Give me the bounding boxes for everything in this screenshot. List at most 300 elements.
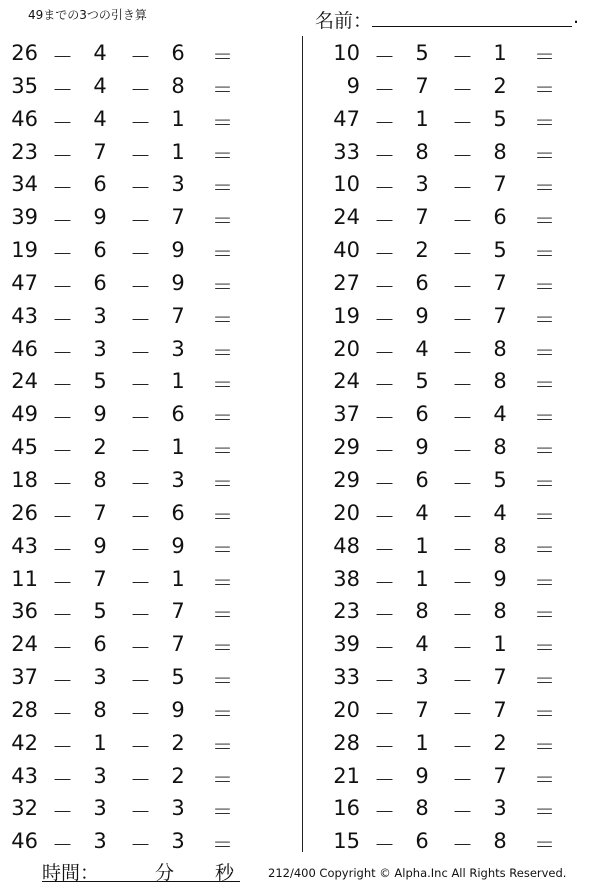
- minus-sign: －: [374, 833, 395, 858]
- minus-sign: －: [52, 767, 73, 792]
- equals-sign: ＝: [212, 110, 233, 135]
- minus-sign: －: [130, 439, 151, 464]
- subtrahend-1: 6: [93, 632, 107, 657]
- minuend: 48: [333, 533, 360, 558]
- minus-sign: －: [374, 570, 395, 595]
- subtrahend-1: 1: [93, 730, 107, 755]
- equals-sign: ＝: [212, 537, 233, 562]
- subtrahend-2: 7: [493, 665, 507, 690]
- minus-sign: －: [452, 77, 473, 102]
- minus-sign: －: [52, 373, 73, 398]
- subtrahend-2: 5: [493, 238, 507, 263]
- subtrahend-1: 4: [415, 500, 429, 525]
- minus-sign: －: [374, 471, 395, 496]
- subtrahend-1: 1: [415, 566, 429, 591]
- minuend: 37: [11, 665, 38, 690]
- name-label: 名前：: [315, 10, 373, 32]
- subtrahend-2: 8: [493, 829, 507, 854]
- minus-sign: －: [130, 570, 151, 595]
- equals-sign: ＝: [534, 439, 555, 464]
- minus-sign: －: [452, 176, 473, 201]
- minuend: 46: [11, 829, 38, 854]
- minuend: 38: [333, 566, 360, 591]
- subtrahend-1: 1: [415, 106, 429, 131]
- minuend: 40: [333, 238, 360, 263]
- minus-sign: －: [374, 45, 395, 69]
- minus-sign: －: [452, 406, 473, 431]
- subtrahend-1: 6: [93, 238, 107, 263]
- equals-sign: ＝: [212, 340, 233, 365]
- minus-sign: －: [374, 176, 395, 201]
- subtrahend-2: 7: [171, 632, 185, 657]
- subtrahend-2: 6: [493, 205, 507, 230]
- subtrahend-1: 6: [415, 467, 429, 492]
- minus-sign: －: [452, 537, 473, 562]
- subtrahend-2: 7: [493, 172, 507, 197]
- minus-sign: －: [52, 636, 73, 661]
- minus-sign: －: [52, 176, 73, 201]
- subtrahend-2: 7: [493, 303, 507, 328]
- subtrahend-1: 3: [93, 796, 107, 821]
- minuend: 24: [11, 369, 38, 394]
- subtrahend-1: 9: [93, 402, 107, 427]
- minus-sign: －: [130, 176, 151, 201]
- equals-sign: ＝: [212, 242, 233, 267]
- equals-sign: ＝: [534, 143, 555, 168]
- minus-sign: －: [130, 274, 151, 299]
- minuend: 10: [333, 172, 360, 197]
- minuend: 36: [11, 599, 38, 624]
- subtrahend-2: 6: [171, 41, 185, 65]
- subtrahend-2: 7: [493, 697, 507, 722]
- subtrahend-2: 8: [493, 369, 507, 394]
- subtrahend-1: 7: [93, 500, 107, 525]
- minus-sign: －: [130, 471, 151, 496]
- subtrahend-1: 3: [415, 172, 429, 197]
- equals-sign: ＝: [212, 767, 233, 792]
- subtrahend-1: 4: [93, 41, 107, 65]
- subtrahend-1: 7: [93, 566, 107, 591]
- minus-sign: －: [130, 242, 151, 267]
- minus-sign: －: [374, 439, 395, 464]
- minus-sign: －: [130, 669, 151, 694]
- subtrahend-1: 8: [93, 467, 107, 492]
- subtrahend-2: 1: [171, 139, 185, 164]
- equals-sign: ＝: [534, 242, 555, 267]
- minuend: 49: [11, 402, 38, 427]
- time-label: 時間：: [42, 862, 100, 884]
- minus-sign: －: [374, 307, 395, 332]
- minuend: 35: [11, 73, 38, 98]
- equals-sign: ＝: [212, 176, 233, 201]
- minuend: 33: [333, 139, 360, 164]
- subtrahend-1: 4: [93, 73, 107, 98]
- minus-sign: －: [52, 833, 73, 858]
- minus-sign: －: [374, 800, 395, 825]
- page-copyright: 212/400 Copyright © Alpha.Inc All Rights Reserved.: [268, 866, 567, 880]
- minus-sign: －: [52, 504, 73, 529]
- minus-sign: －: [52, 734, 73, 759]
- minus-sign: －: [52, 406, 73, 431]
- equals-sign: ＝: [534, 110, 555, 135]
- subtrahend-1: 4: [415, 336, 429, 361]
- subtrahend-2: 1: [171, 435, 185, 460]
- minus-sign: －: [452, 570, 473, 595]
- equals-sign: ＝: [212, 734, 233, 759]
- minus-sign: －: [130, 143, 151, 168]
- minuend: 21: [333, 763, 360, 788]
- minuend: 11: [11, 566, 38, 591]
- equals-sign: ＝: [212, 800, 233, 825]
- subtrahend-1: 9: [415, 763, 429, 788]
- equals-sign: ＝: [534, 373, 555, 398]
- minus-sign: －: [374, 669, 395, 694]
- minus-sign: －: [130, 340, 151, 365]
- equals-sign: ＝: [212, 603, 233, 628]
- minus-sign: －: [374, 701, 395, 726]
- minus-sign: －: [374, 110, 395, 135]
- subtrahend-1: 9: [93, 533, 107, 558]
- minus-sign: －: [374, 767, 395, 792]
- equals-sign: ＝: [212, 77, 233, 102]
- subtrahend-1: 4: [415, 632, 429, 657]
- minus-sign: －: [374, 636, 395, 661]
- minus-sign: －: [452, 603, 473, 628]
- minus-sign: －: [452, 274, 473, 299]
- subtrahend-1: 8: [415, 796, 429, 821]
- minus-sign: －: [130, 701, 151, 726]
- minus-sign: －: [52, 537, 73, 562]
- subtrahend-2: 7: [171, 205, 185, 230]
- equals-sign: ＝: [212, 570, 233, 595]
- minus-sign: －: [374, 242, 395, 267]
- subtrahend-1: 8: [93, 697, 107, 722]
- subtrahend-2: 1: [171, 369, 185, 394]
- name-field-line[interactable]: [372, 26, 572, 27]
- subtrahend-1: 6: [415, 402, 429, 427]
- minus-sign: －: [452, 143, 473, 168]
- subtrahend-2: 1: [171, 106, 185, 131]
- minuend: 19: [11, 238, 38, 263]
- equals-sign: ＝: [534, 406, 555, 431]
- subtrahend-2: 8: [493, 599, 507, 624]
- minus-sign: －: [452, 636, 473, 661]
- subtrahend-2: 5: [171, 665, 185, 690]
- equals-sign: ＝: [212, 373, 233, 398]
- equals-sign: ＝: [534, 471, 555, 496]
- minus-sign: －: [452, 373, 473, 398]
- subtrahend-1: 8: [415, 599, 429, 624]
- minuend: 18: [11, 467, 38, 492]
- minus-sign: －: [374, 143, 395, 168]
- minuend: 20: [333, 697, 360, 722]
- minus-sign: －: [52, 307, 73, 332]
- minuend: 28: [11, 697, 38, 722]
- minus-sign: －: [130, 833, 151, 858]
- equals-sign: ＝: [534, 603, 555, 628]
- minuend: 43: [11, 303, 38, 328]
- minus-sign: －: [52, 701, 73, 726]
- subtrahend-2: 5: [493, 467, 507, 492]
- minuend: 29: [333, 467, 360, 492]
- equals-sign: ＝: [212, 636, 233, 661]
- minus-sign: －: [374, 209, 395, 234]
- minuend: 20: [333, 336, 360, 361]
- minus-sign: －: [52, 274, 73, 299]
- minuend: 32: [11, 796, 38, 821]
- minus-sign: －: [130, 406, 151, 431]
- minus-sign: －: [452, 669, 473, 694]
- equals-sign: ＝: [534, 340, 555, 365]
- subtrahend-2: 7: [171, 303, 185, 328]
- equals-sign: ＝: [534, 537, 555, 562]
- minuend: 20: [333, 500, 360, 525]
- subtrahend-2: 3: [171, 796, 185, 821]
- equals-sign: ＝: [212, 439, 233, 464]
- subtrahend-2: 8: [493, 435, 507, 460]
- minuend: 42: [11, 730, 38, 755]
- minus-sign: －: [52, 143, 73, 168]
- subtrahend-2: 1: [171, 566, 185, 591]
- seconds-label: 秒: [215, 862, 235, 884]
- minus-sign: －: [374, 274, 395, 299]
- time-field-line[interactable]: [42, 881, 240, 882]
- subtrahend-2: 7: [171, 599, 185, 624]
- minuend: 24: [333, 369, 360, 394]
- minuend: 43: [11, 533, 38, 558]
- subtrahend-1: 9: [415, 303, 429, 328]
- equals-sign: ＝: [212, 143, 233, 168]
- minuend: 10: [333, 41, 360, 65]
- subtrahend-2: 3: [171, 172, 185, 197]
- equals-sign: ＝: [534, 274, 555, 299]
- minuend: 26: [11, 41, 38, 65]
- name-end-dot: .: [573, 6, 580, 28]
- minuend: 34: [11, 172, 38, 197]
- minus-sign: －: [52, 800, 73, 825]
- subtrahend-2: 6: [171, 500, 185, 525]
- minuend: 47: [11, 270, 38, 295]
- subtrahend-2: 3: [493, 796, 507, 821]
- subtrahend-1: 7: [415, 73, 429, 98]
- subtrahend-1: 6: [93, 270, 107, 295]
- subtrahend-2: 8: [493, 336, 507, 361]
- equals-sign: ＝: [534, 307, 555, 332]
- subtrahend-2: 8: [493, 139, 507, 164]
- subtrahend-1: 7: [415, 697, 429, 722]
- minus-sign: －: [52, 439, 73, 464]
- minus-sign: －: [130, 45, 151, 69]
- minus-sign: －: [130, 603, 151, 628]
- subtrahend-1: 1: [415, 533, 429, 558]
- subtrahend-2: 7: [493, 763, 507, 788]
- minus-sign: －: [374, 340, 395, 365]
- subtrahend-2: 3: [171, 829, 185, 854]
- subtrahend-2: 9: [493, 566, 507, 591]
- minus-sign: －: [52, 570, 73, 595]
- minus-sign: －: [452, 242, 473, 267]
- minus-sign: －: [452, 45, 473, 69]
- minus-sign: －: [374, 537, 395, 562]
- minus-sign: －: [452, 701, 473, 726]
- minus-sign: －: [374, 373, 395, 398]
- column-divider: [302, 36, 303, 852]
- minus-sign: －: [130, 110, 151, 135]
- minus-sign: －: [452, 734, 473, 759]
- equals-sign: ＝: [534, 767, 555, 792]
- subtrahend-1: 9: [415, 435, 429, 460]
- minus-sign: －: [130, 636, 151, 661]
- minuend: 23: [333, 599, 360, 624]
- minuend: 37: [333, 402, 360, 427]
- subtrahend-1: 6: [415, 829, 429, 854]
- subtrahend-1: 3: [93, 336, 107, 361]
- minus-sign: －: [452, 800, 473, 825]
- minus-sign: －: [374, 734, 395, 759]
- subtrahend-1: 5: [93, 599, 107, 624]
- equals-sign: ＝: [212, 833, 233, 858]
- subtrahend-1: 3: [415, 665, 429, 690]
- equals-sign: ＝: [212, 209, 233, 234]
- subtrahend-2: 7: [493, 270, 507, 295]
- subtrahend-2: 5: [493, 106, 507, 131]
- minus-sign: －: [52, 340, 73, 365]
- minuend: 39: [11, 205, 38, 230]
- subtrahend-2: 3: [171, 336, 185, 361]
- equals-sign: ＝: [212, 504, 233, 529]
- equals-sign: ＝: [534, 636, 555, 661]
- subtrahend-1: 6: [415, 270, 429, 295]
- subtrahend-1: 2: [93, 435, 107, 460]
- minus-sign: －: [130, 800, 151, 825]
- minus-sign: －: [452, 471, 473, 496]
- equals-sign: ＝: [212, 701, 233, 726]
- minuend: 24: [11, 632, 38, 657]
- equals-sign: ＝: [534, 45, 555, 69]
- equals-sign: ＝: [534, 701, 555, 726]
- subtrahend-1: 3: [93, 665, 107, 690]
- subtrahend-2: 9: [171, 238, 185, 263]
- subtrahend-1: 5: [415, 369, 429, 394]
- subtrahend-2: 8: [171, 73, 185, 98]
- subtrahend-2: 1: [493, 41, 507, 65]
- subtrahend-1: 8: [415, 139, 429, 164]
- minus-sign: －: [452, 209, 473, 234]
- minuend: 15: [333, 829, 360, 854]
- equals-sign: ＝: [212, 45, 233, 69]
- subtrahend-1: 4: [93, 106, 107, 131]
- minus-sign: －: [130, 209, 151, 234]
- minus-sign: －: [52, 242, 73, 267]
- minuend: 33: [333, 665, 360, 690]
- minus-sign: －: [452, 110, 473, 135]
- subtrahend-1: 5: [415, 41, 429, 65]
- subtrahend-1: 9: [93, 205, 107, 230]
- minus-sign: －: [452, 833, 473, 858]
- minuend: 47: [333, 106, 360, 131]
- minuend: 27: [333, 270, 360, 295]
- equals-sign: ＝: [212, 274, 233, 299]
- minus-sign: －: [52, 110, 73, 135]
- minuend: 29: [333, 435, 360, 460]
- equals-sign: ＝: [534, 833, 555, 858]
- subtrahend-1: 7: [93, 139, 107, 164]
- minuend: 43: [11, 763, 38, 788]
- minus-sign: －: [52, 471, 73, 496]
- equals-sign: ＝: [534, 176, 555, 201]
- subtrahend-1: 3: [93, 763, 107, 788]
- minus-sign: －: [374, 406, 395, 431]
- equals-sign: ＝: [534, 734, 555, 759]
- minuend: 46: [11, 336, 38, 361]
- subtrahend-2: 9: [171, 270, 185, 295]
- equals-sign: ＝: [212, 406, 233, 431]
- minus-sign: －: [452, 340, 473, 365]
- subtrahend-1: 1: [415, 730, 429, 755]
- minuend: 19: [333, 303, 360, 328]
- equals-sign: ＝: [534, 669, 555, 694]
- subtrahend-2: 4: [493, 402, 507, 427]
- minuend: 23: [11, 139, 38, 164]
- subtrahend-2: 2: [493, 73, 507, 98]
- minuend: 46: [11, 106, 38, 131]
- subtrahend-1: 2: [415, 238, 429, 263]
- minus-sign: －: [130, 373, 151, 398]
- equals-sign: ＝: [212, 471, 233, 496]
- minuend: 16: [333, 796, 360, 821]
- minus-sign: －: [52, 669, 73, 694]
- equals-sign: ＝: [534, 77, 555, 102]
- equals-sign: ＝: [534, 570, 555, 595]
- minus-sign: －: [130, 77, 151, 102]
- minuend: 9: [346, 73, 360, 98]
- minutes-label: 分: [155, 862, 175, 884]
- subtrahend-1: 3: [93, 303, 107, 328]
- minus-sign: －: [130, 767, 151, 792]
- subtrahend-2: 9: [171, 697, 185, 722]
- minus-sign: －: [52, 45, 73, 69]
- minuend: 26: [11, 500, 38, 525]
- subtrahend-2: 2: [171, 763, 185, 788]
- subtrahend-1: 3: [93, 829, 107, 854]
- subtrahend-2: 4: [493, 500, 507, 525]
- subtrahend-2: 6: [171, 402, 185, 427]
- subtrahend-2: 2: [171, 730, 185, 755]
- subtrahend-2: 3: [171, 467, 185, 492]
- subtrahend-2: 2: [493, 730, 507, 755]
- equals-sign: ＝: [212, 307, 233, 332]
- minus-sign: －: [452, 439, 473, 464]
- minuend: 39: [333, 632, 360, 657]
- worksheet-title: 49までの3つの引き算: [28, 8, 147, 22]
- subtrahend-2: 1: [493, 632, 507, 657]
- subtrahend-1: 6: [93, 172, 107, 197]
- minus-sign: －: [452, 767, 473, 792]
- minus-sign: －: [52, 209, 73, 234]
- equals-sign: ＝: [534, 504, 555, 529]
- minus-sign: －: [374, 77, 395, 102]
- minus-sign: －: [130, 734, 151, 759]
- equals-sign: ＝: [534, 800, 555, 825]
- subtrahend-1: 7: [415, 205, 429, 230]
- equals-sign: ＝: [534, 209, 555, 234]
- minus-sign: －: [452, 504, 473, 529]
- subtrahend-2: 9: [171, 533, 185, 558]
- minus-sign: －: [452, 307, 473, 332]
- minus-sign: －: [130, 537, 151, 562]
- minuend: 24: [333, 205, 360, 230]
- subtrahend-2: 8: [493, 533, 507, 558]
